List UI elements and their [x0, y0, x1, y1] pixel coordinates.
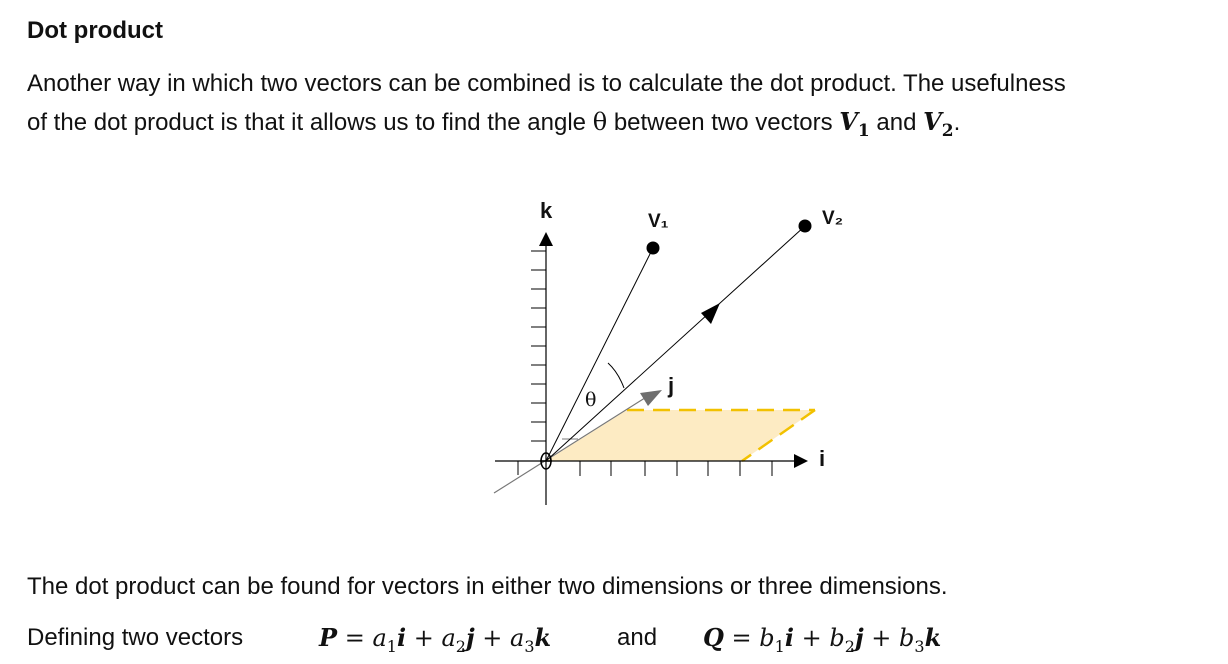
vector-q-equation — [703, 622, 941, 663]
equals-sign: = — [731, 624, 752, 652]
intro-period: . — [953, 109, 961, 136]
k-axis-ticks — [531, 251, 546, 441]
sub-2: 2 — [455, 636, 466, 656]
intro-line-1: Another way in which two vectors can be combined is to calculate the dot product. The usefulness — [27, 70, 1066, 97]
theta-label: θ — [585, 389, 597, 411]
vector-v2-subscript: 2 — [941, 120, 954, 141]
unit-i: i — [784, 623, 794, 652]
angle-arc — [608, 363, 624, 388]
theta-symbol: θ — [592, 108, 608, 136]
sub-3: 3 — [524, 636, 535, 656]
unit-j: j — [854, 623, 864, 652]
section-heading: Dot product — [27, 17, 163, 44]
v1-label: V₁ — [648, 211, 669, 232]
vector-q-name: Q — [703, 623, 724, 652]
dimensions-text: The dot product can be found for vectors in either two dimensions or three dimensions. — [27, 573, 948, 600]
coef-a: a — [441, 624, 456, 652]
unit-j: j — [465, 623, 475, 652]
intro-line-2-prefix: of the dot product is that it allows us to find the angle — [27, 109, 587, 136]
i-axis-arrowhead — [794, 454, 808, 468]
j-axis-label: j — [668, 373, 675, 398]
coef-b: b — [899, 624, 915, 652]
definition-label: Defining two vectors — [27, 624, 244, 651]
k-axis-arrowhead — [539, 232, 553, 246]
i-axis-ticks — [518, 461, 772, 476]
intro-and: and — [876, 109, 917, 136]
i-axis-label: i — [819, 446, 826, 471]
v2-label: V₂ — [822, 208, 844, 229]
plus-sign: + — [482, 624, 503, 652]
unit-k: k — [534, 623, 552, 652]
equals-sign: = — [344, 624, 365, 652]
vector-v1-letter: V — [839, 107, 858, 136]
vector-v1-point — [647, 242, 660, 255]
plus-sign: + — [801, 624, 822, 652]
coef-b: b — [829, 624, 845, 652]
unit-k: k — [924, 623, 942, 652]
plus-sign: + — [413, 624, 434, 652]
unit-i: i — [396, 623, 407, 652]
intro-line-2-between: between two vectors — [613, 109, 833, 136]
vector-p-equation — [319, 622, 551, 663]
vector-p-name: P — [319, 623, 338, 652]
k-axis-label: k — [540, 198, 553, 223]
coef-b: b — [759, 624, 775, 652]
vector-v1-subscript: 1 — [857, 120, 870, 141]
vector-v2-letter: V — [923, 107, 942, 136]
sub-2: 2 — [844, 636, 855, 656]
sub-1: 1 — [386, 636, 397, 656]
vector-v2-point — [799, 220, 812, 233]
sub-1: 1 — [774, 636, 785, 656]
coef-a: a — [510, 624, 525, 652]
coef-a: a — [372, 624, 387, 652]
definition-and: and — [617, 624, 658, 651]
sub-3: 3 — [914, 636, 925, 656]
vector-v2-arrowhead — [701, 303, 720, 324]
j-axis-arrowhead — [640, 390, 662, 406]
plus-sign: + — [871, 624, 892, 652]
